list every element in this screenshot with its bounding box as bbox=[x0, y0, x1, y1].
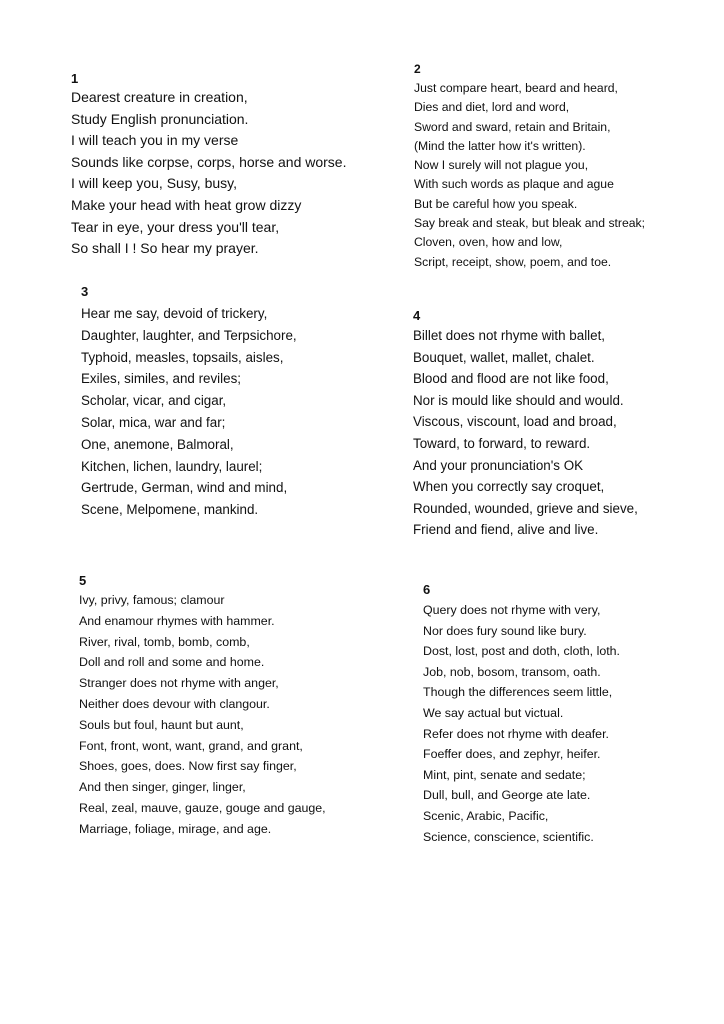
stanza-number: 3 bbox=[81, 284, 89, 299]
verse-line: I will keep you, Susy, busy, bbox=[71, 175, 237, 192]
verse-line: Foeffer does, and zephyr, heifer. bbox=[423, 747, 601, 762]
stanza-number: 6 bbox=[423, 582, 431, 597]
verse-line: Make your head with heat grow dizzy bbox=[71, 196, 302, 213]
verse-line: Dost, lost, post and doth, cloth, loth. bbox=[423, 644, 620, 659]
stanza-number: 5 bbox=[79, 573, 87, 588]
verse-line: Just compare heart, beard and heard, bbox=[414, 81, 618, 95]
verse-line: Job, nob, bosom, transom, oath. bbox=[423, 664, 601, 679]
verse-line: Cloven, oven, how and low, bbox=[414, 235, 563, 250]
verse-line: Rounded, wounded, grieve and sieve, bbox=[413, 500, 638, 516]
verse-line: Marriage, foliage, mirage, and age. bbox=[79, 821, 272, 836]
verse-line: Dies and diet, lord and word, bbox=[414, 100, 570, 115]
verse-line: Neither does devour with clangour. bbox=[79, 696, 270, 711]
verse-line: Scene, Melpomene, mankind. bbox=[81, 502, 259, 518]
verse-line: Nor is mould like should and would. bbox=[413, 392, 624, 408]
verse-line: Stranger does not rhyme with anger, bbox=[79, 676, 279, 691]
stanza-4 bbox=[413, 307, 638, 541]
verse-line: Dearest creature in creation, bbox=[71, 89, 248, 105]
verse-line: Real, zeal, mauve, gauze, gouge and gauge, bbox=[79, 800, 326, 815]
verse-line: Scenic, Arabic, Pacific, bbox=[423, 808, 549, 823]
verse-line: Toward, to forward, to reward. bbox=[413, 435, 591, 451]
stanza-number: 2 bbox=[414, 62, 421, 76]
verse-line: Tear in eye, your dress you'll tear, bbox=[71, 218, 280, 235]
verse-line: Nor does fury sound like bury. bbox=[423, 623, 587, 638]
verse-line: Refer does not rhyme with deafer. bbox=[423, 726, 609, 741]
verse-line: Daughter, laughter, and Terpsichore, bbox=[81, 327, 297, 343]
verse-line: With such words as plaque and ague bbox=[414, 177, 614, 192]
verse-line: But be careful how you speak. bbox=[414, 196, 578, 211]
stanza-3 bbox=[81, 283, 297, 521]
verse-line: Doll and roll and some and home. bbox=[79, 655, 265, 670]
verse-line: One, anemone, Balmoral, bbox=[81, 436, 234, 452]
stanza-number: 1 bbox=[71, 71, 79, 86]
stanza-number: 4 bbox=[413, 308, 421, 323]
verse-line: Ivy, privy, famous; clamour bbox=[79, 593, 225, 607]
stanza-1 bbox=[71, 70, 346, 260]
verse-line: Script, receipt, show, poem, and toe. bbox=[414, 254, 612, 269]
verse-line: (Mind the latter how it's written). bbox=[414, 138, 586, 153]
verse-line: We say actual but victual. bbox=[423, 705, 564, 720]
verse-line: Sword and sward, retain and Britain, bbox=[414, 119, 611, 134]
verse-line: And then singer, ginger, linger, bbox=[79, 780, 246, 795]
verse-line: So shall I ! So hear my prayer. bbox=[71, 240, 259, 257]
verse-line: Kitchen, lichen, laundry, laurel; bbox=[81, 458, 263, 474]
verse-line: Viscous, viscount, load and broad, bbox=[413, 414, 617, 430]
verse-line: River, rival, tomb, bomb, comb, bbox=[79, 634, 250, 649]
verse-line: Scholar, vicar, and cigar, bbox=[81, 393, 227, 409]
verse-line: Font, front, wont, want, grand, and grant, bbox=[79, 738, 303, 753]
verse-line: Now I surely will not plague you, bbox=[414, 158, 589, 173]
verse-line: Exiles, similes, and reviles; bbox=[81, 371, 241, 387]
verse-line: Gertrude, German, wind and mind, bbox=[81, 480, 288, 496]
verse-line: Dull, bull, and George ate late. bbox=[423, 788, 591, 803]
verse-line: Blood and flood are not like food, bbox=[413, 371, 609, 387]
stanza-5 bbox=[79, 572, 326, 840]
verse-line: Solar, mica, war and far; bbox=[81, 414, 226, 430]
verse-line: Sounds like corpse, corps, horse and worse. bbox=[71, 153, 347, 170]
verse-line: Souls but foul, haunt but aunt, bbox=[79, 717, 244, 732]
verse-line: I will teach you in my verse bbox=[71, 132, 239, 149]
verse-line: Though the differences seem little, bbox=[423, 685, 613, 700]
verse-line: Hear me say, devoid of trickery, bbox=[81, 306, 268, 321]
verse-line: Query does not rhyme with very, bbox=[423, 603, 601, 617]
verse-line: When you correctly say croquet, bbox=[413, 479, 605, 495]
verse-line: Say break and steak, but bleak and streak; bbox=[414, 216, 646, 231]
stanza-2 bbox=[414, 61, 645, 272]
verse-line: Typhoid, measles, topsails, aisles, bbox=[81, 349, 284, 365]
verse-line: Shoes, goes, does. Now first say finger, bbox=[79, 759, 297, 774]
verse-line: Friend and fiend, alive and live. bbox=[413, 522, 599, 538]
verse-line: Billet does not rhyme with ballet, bbox=[413, 328, 606, 343]
verse-line: Mint, pint, senate and sedate; bbox=[423, 767, 586, 782]
verse-line: And enamour rhymes with hammer. bbox=[79, 613, 275, 628]
verse-line: Bouquet, wallet, mallet, chalet. bbox=[413, 349, 595, 365]
verse-line: Study English pronunciation. bbox=[71, 110, 249, 127]
verse-line: Science, conscience, scientific. bbox=[423, 829, 594, 844]
verse-line: And your pronunciation's OK bbox=[413, 457, 584, 473]
stanza-6 bbox=[423, 581, 620, 847]
